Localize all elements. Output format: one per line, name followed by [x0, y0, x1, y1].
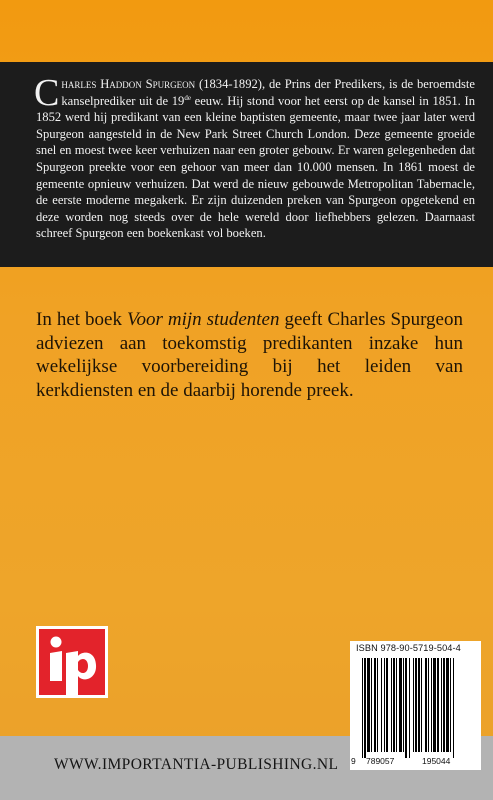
ip-logo-icon [39, 629, 105, 695]
bio-years: (1834-1892), de Prins der Predikers, is de beroemdste kanselprediker uit de 19 [61, 77, 475, 108]
barcode-bar [396, 658, 397, 752]
barcode-bar [362, 658, 363, 758]
barcode-bar [433, 658, 436, 752]
barcode-bar [453, 658, 454, 758]
barcode-box [350, 641, 481, 770]
barcode-bar [371, 658, 372, 752]
barcode-bar [431, 658, 432, 752]
barcode-bar [413, 658, 414, 752]
barcode-bar [403, 658, 404, 752]
book-blurb [36, 308, 463, 402]
blurb-after: geeft Charles Spurgeon adviezen aan toekomstig predikanten inzake hun wekelijkse voorbereiding bij het leiden van kerkdiensten en de daarbij horende preek. [36, 309, 463, 401]
barcode-group-left: 789057 [366, 756, 395, 766]
barcode-bar [374, 658, 376, 752]
barcode-bar [393, 658, 395, 752]
barcode-bar [409, 658, 410, 758]
barcode-bar [381, 658, 382, 752]
barcode-bar [415, 658, 417, 752]
barcode-bar [405, 658, 407, 758]
bio-superscript: de [184, 93, 191, 102]
barcode-bar [421, 658, 422, 752]
barcode-group-right: 195044 [422, 756, 451, 766]
barcode-bar [428, 658, 429, 752]
barcode-bar [367, 658, 370, 752]
barcode-bar [386, 658, 388, 752]
isbn-label: ISBN 978-90-5719-504-4 [356, 643, 461, 653]
barcode-bar [384, 658, 385, 752]
barcode-bar [441, 658, 442, 752]
book-title: Voor mijn studenten [126, 309, 280, 330]
barcode-digit-first: 9 [351, 756, 356, 766]
drop-cap: C [34, 72, 60, 114]
barcode-bar [399, 658, 402, 752]
bio-rest: eeuw. Hij stond voor het eerst op de kansel in 1851. In 1852 werd hij predikant van een kleine baptisten gemeente, maar twee jaar later werd Spurgeon aangesteld in de New Park Street Church London. Deze gemeente groeide snel en moest twee keer verhuizen naar een groter gebouw. Er waren gelegenheden dat Spurgeon preekte voor een gehoor van meer dan 10.000 mensen. In 1861 moest de gemeente opnieuw verhuizen. Dat werd de nieuw gebouwde Metropolitan Tabernacle, de eerste moderne megakerk. Er zijn duizenden preken van Spurgeon opgetekend en deze worden nog steeds over de hele wereld door liefhebbers gelezen. Daarnaast schreef Spurgeon een boekenkast vol boeken. [36, 93, 475, 241]
barcode-bar [425, 658, 427, 752]
publisher-url: WWW.IMPORTANTIA-PUBLISHING.NL [54, 756, 339, 773]
author-name: harles Haddon Spurgeon [61, 77, 196, 91]
barcode-bar [391, 658, 392, 752]
author-bio-text [34, 72, 475, 242]
barcode-bar [450, 658, 451, 752]
barcode-bar [377, 658, 378, 752]
barcode-bar [437, 658, 439, 752]
barcode-graphic [354, 658, 477, 758]
blurb-before: In het boek [36, 309, 127, 330]
barcode-bar [364, 658, 366, 758]
barcode-bar [443, 658, 445, 752]
barcode-bar [418, 658, 420, 752]
publisher-logo [36, 626, 108, 698]
barcode-bar [446, 658, 449, 752]
author-bio-box [0, 62, 493, 267]
